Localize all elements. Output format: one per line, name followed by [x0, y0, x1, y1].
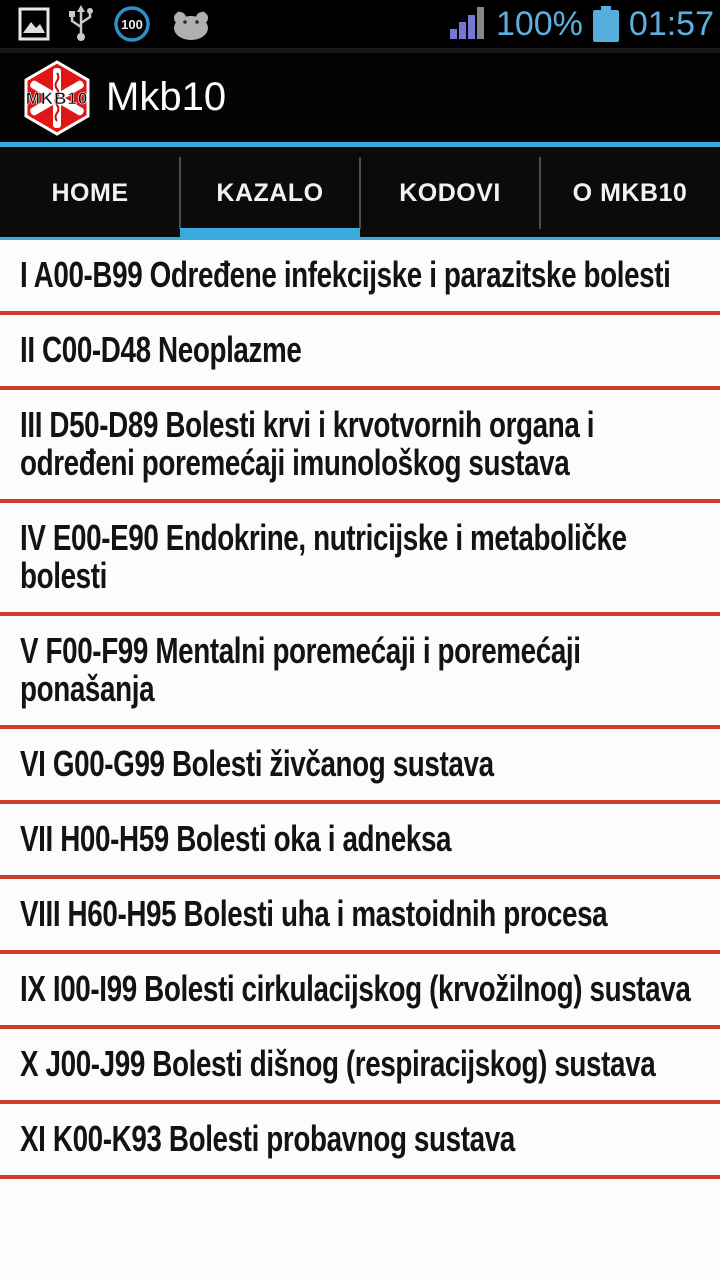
- list-item-chapter[interactable]: [0, 729, 720, 804]
- chapter-title: I A00-B99 Određene infekcijske i parazitske bolesti: [20, 254, 671, 295]
- usb-icon: [68, 5, 94, 43]
- battery-icon: [591, 4, 621, 44]
- chapter-title: II C00-D48 Neoplazme: [20, 329, 302, 370]
- list-item-chapter[interactable]: [0, 879, 720, 954]
- android-icon: [170, 6, 212, 42]
- tab-kodovi[interactable]: [360, 147, 540, 240]
- list-item-chapter[interactable]: [0, 804, 720, 879]
- app-logo-label: MKB10: [25, 88, 89, 108]
- chapter-title: IX I00-I99 Bolesti cirkulacijskog (krvožilnog) sustava: [20, 968, 691, 1009]
- data-counter-value: 100: [121, 17, 143, 32]
- chapter-title: III D50-D89 Bolesti krvi i krvotvornih organa i određeni poremećaji imunološkog sustava: [20, 404, 595, 483]
- action-bar: [0, 50, 720, 142]
- list-item-chapter[interactable]: [0, 315, 720, 390]
- list-item-chapter[interactable]: [0, 1029, 720, 1104]
- chapter-title: VIII H60-H95 Bolesti uha i mastoidnih procesa: [20, 893, 608, 934]
- clock-label: 01:57: [628, 4, 714, 43]
- list-item-chapter[interactable]: [0, 1104, 720, 1179]
- status-bar-notification-icons: [0, 4, 212, 44]
- chapter-title: XI K00-K93 Bolesti probavnog sustava: [20, 1118, 515, 1159]
- status-bar: [0, 0, 720, 50]
- chapter-list: [0, 240, 720, 1280]
- chapter-title: V F00-F99 Mentalni poremećaji i poremećaji ponašanja: [20, 630, 581, 709]
- tab-o-mkb10[interactable]: [540, 147, 720, 240]
- app-logo-icon: [20, 59, 94, 137]
- tab-label: KODOVI: [399, 179, 501, 207]
- tab-label: HOME: [51, 179, 129, 207]
- list-item-chapter[interactable]: [0, 954, 720, 1029]
- tab-label: KAZALO: [216, 179, 324, 207]
- chapter-title: VI G00-G99 Bolesti živčanog sustava: [20, 743, 494, 784]
- screenshot-icon: [18, 6, 50, 42]
- tab-bar: [0, 147, 720, 240]
- tab-home[interactable]: [0, 147, 180, 240]
- list-item-chapter[interactable]: [0, 390, 720, 503]
- list-item-chapter[interactable]: [0, 616, 720, 729]
- list-item-chapter[interactable]: [0, 240, 720, 315]
- status-bar-system-icons: [448, 4, 720, 44]
- chapter-title: X J00-J99 Bolesti dišnog (respiracijskog) sustava: [20, 1043, 656, 1084]
- chapter-title: VII H00-H59 Bolesti oka i adneksa: [20, 818, 452, 859]
- page-title: Mkb10: [106, 75, 227, 119]
- battery-percent-label: 100%: [495, 4, 583, 43]
- list-item-chapter[interactable]: [0, 503, 720, 616]
- tab-kazalo[interactable]: [180, 147, 360, 240]
- chapter-title: IV E00-E90 Endokrine, nutricijske i metaboličke bolesti: [20, 517, 627, 596]
- signal-icon: [448, 5, 488, 43]
- data-counter-icon: [112, 4, 152, 44]
- tab-label: O MKB10: [572, 179, 688, 207]
